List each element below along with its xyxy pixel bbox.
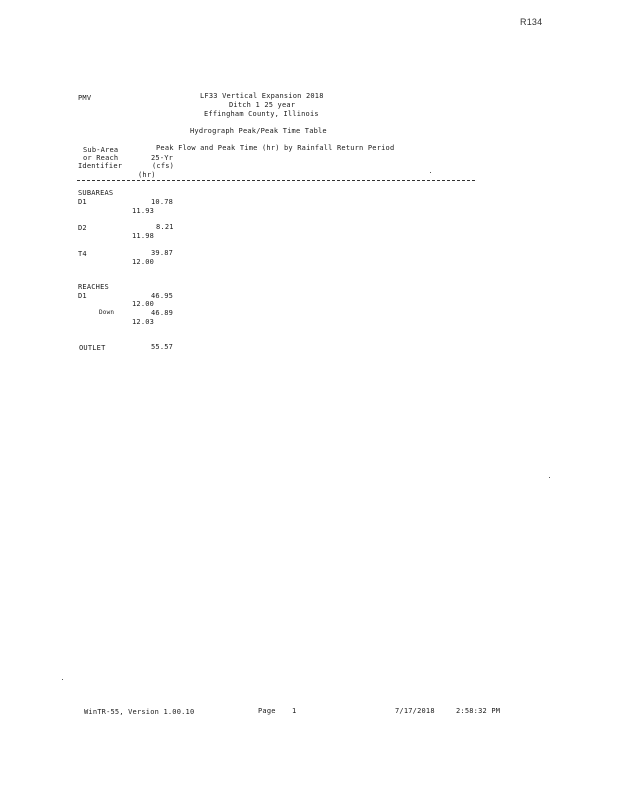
subarea-flow: 8.21 xyxy=(156,223,174,231)
reach-id: D1 xyxy=(78,292,87,300)
reach-time: 12.03 xyxy=(132,318,155,326)
reaches-heading: REACHES xyxy=(78,283,109,291)
ditch-title: Ditch 1 25 year xyxy=(229,101,296,109)
subarea-id: D1 xyxy=(78,198,87,206)
footer-time: 2:58:32 PM xyxy=(456,707,501,715)
subarea-flow: 39.87 xyxy=(151,249,174,257)
col-id-line1: Sub-Area xyxy=(83,146,119,154)
subarea-time: 11.98 xyxy=(132,232,155,240)
reach-flow: 46.95 xyxy=(151,292,174,300)
footer-date: 7/17/2018 xyxy=(395,707,435,715)
scan-speck xyxy=(549,477,550,478)
col-time-unit: (hr) xyxy=(138,171,156,179)
footer-page-number: 1 xyxy=(292,707,297,715)
scan-speck xyxy=(62,679,63,680)
subarea-flow: 10.78 xyxy=(151,198,174,206)
outlet-flow: 55.57 xyxy=(151,343,174,351)
page-id: R134 xyxy=(520,17,543,27)
col-period: 25-Yr xyxy=(151,154,174,162)
report-tag: PMV xyxy=(78,94,92,102)
scan-speck xyxy=(430,172,431,173)
subarea-time: 11.93 xyxy=(132,207,155,215)
subarea-id: T4 xyxy=(78,250,87,258)
county-title: Effingham County, Illinois xyxy=(204,110,319,118)
reach-time: 12.00 xyxy=(132,300,155,308)
header-divider xyxy=(77,180,475,181)
reach-flow: 46.89 xyxy=(151,309,174,317)
col-id-line3: Identifier xyxy=(78,162,123,170)
outlet-label: OUTLET xyxy=(79,344,106,352)
col-id-line2: or Reach xyxy=(83,154,119,162)
footer-program: WinTR-55, Version 1.00.10 xyxy=(84,708,195,716)
col-description: Peak Flow and Peak Time (hr) by Rainfall Return Period xyxy=(156,144,395,152)
subarea-time: 12.00 xyxy=(132,258,155,266)
col-flow-unit: (cfs) xyxy=(152,162,175,170)
table-title: Hydrograph Peak/Peak Time Table xyxy=(190,127,327,135)
footer-page-label: Page xyxy=(258,707,276,715)
reach-id: Down xyxy=(99,309,115,316)
subareas-heading: SUBAREAS xyxy=(78,189,114,197)
project-title: LF33 Vertical Expansion 2018 xyxy=(200,92,324,100)
subarea-id: D2 xyxy=(78,224,87,232)
